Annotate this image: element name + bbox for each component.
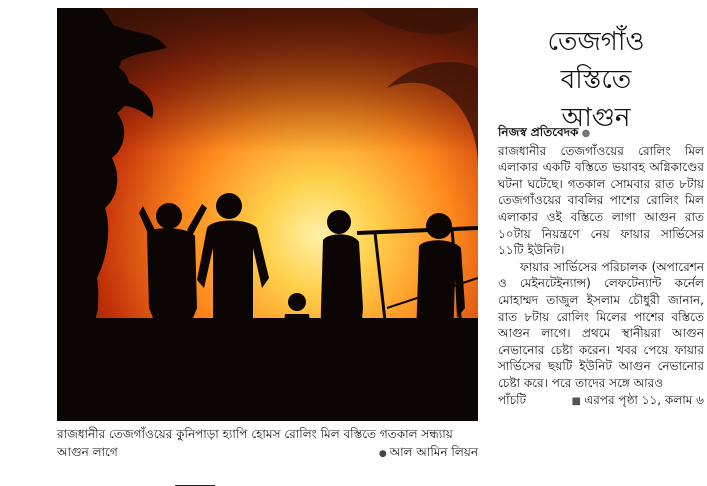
photo-credit: ● আল আমিন লিয়ন bbox=[379, 443, 478, 463]
caption-line-2-text: আগুন লাগে bbox=[57, 445, 118, 459]
continued-on-page[interactable]: ■ এরপর পৃষ্ঠা ১১, কলাম ৬ bbox=[572, 392, 705, 411]
byline: নিজস্ব প্রতিবেদক ● bbox=[498, 124, 704, 143]
photo-caption bbox=[57, 425, 478, 463]
headline-line-3: আগুন bbox=[561, 103, 631, 134]
headline-line-1: তেজগাঁও bbox=[547, 27, 645, 58]
news-photo bbox=[57, 8, 478, 421]
article-tail bbox=[498, 392, 704, 411]
paragraph-1: রাজধানীর তেজগাঁওয়ের রোলিং মিল এলাকার একটি বস্তিতে ভয়াবহ অগ্নিকাণ্ডের ঘটনা ঘটেছে। গতকাল সোমবার রাত ৮টায় তেজগাঁওয়ের বাবলির পাশের রোলিং মিল এলাকার ওই বস্তিতে লাগা আগুন রাত ১০টায় নিয়ন্ত্রণে নেয় ফায়ার সার্ভিসের ১১টি ইউনিট। bbox=[498, 143, 704, 258]
caption-line-2 bbox=[57, 443, 478, 463]
tail-word: পাঁচটি bbox=[498, 392, 527, 407]
paragraph-2: ফায়ার সার্ভিসের পরিচালক (অপারেশন ও মেইনটেইন্যান্স) লেফটেন্যান্ট কর্নেল মোহাম্মদ তাজুল ইসলাম চৌধুরী জানান, রাত ৮টায় রোলিং মিলের পাশের বস্তিতে আগুন লাগে। প্রথমে স্থানীয়রা আগুন নেভানোর চেষ্টা করেন। খবর পেয়ে ফায়ার সার্ভিসের ছয়টি ইউনিট আগুন নেভানোর চেষ্টা করে। পরে তাদের সঙ্গে আরও bbox=[498, 259, 704, 390]
next-article-cutoff bbox=[0, 478, 707, 486]
headline-line-2: বস্তিতে bbox=[560, 65, 632, 96]
article-body bbox=[498, 124, 704, 410]
caption-line-1: রাজধানীর তেজগাঁওয়ের কুনিপাড়া হ্যাপি হোমস রোলিং মিল বস্তিতে গতকাল সন্ধ্যায় bbox=[57, 427, 453, 441]
fire-silhouette-image bbox=[57, 8, 478, 421]
article-headline bbox=[490, 23, 702, 137]
